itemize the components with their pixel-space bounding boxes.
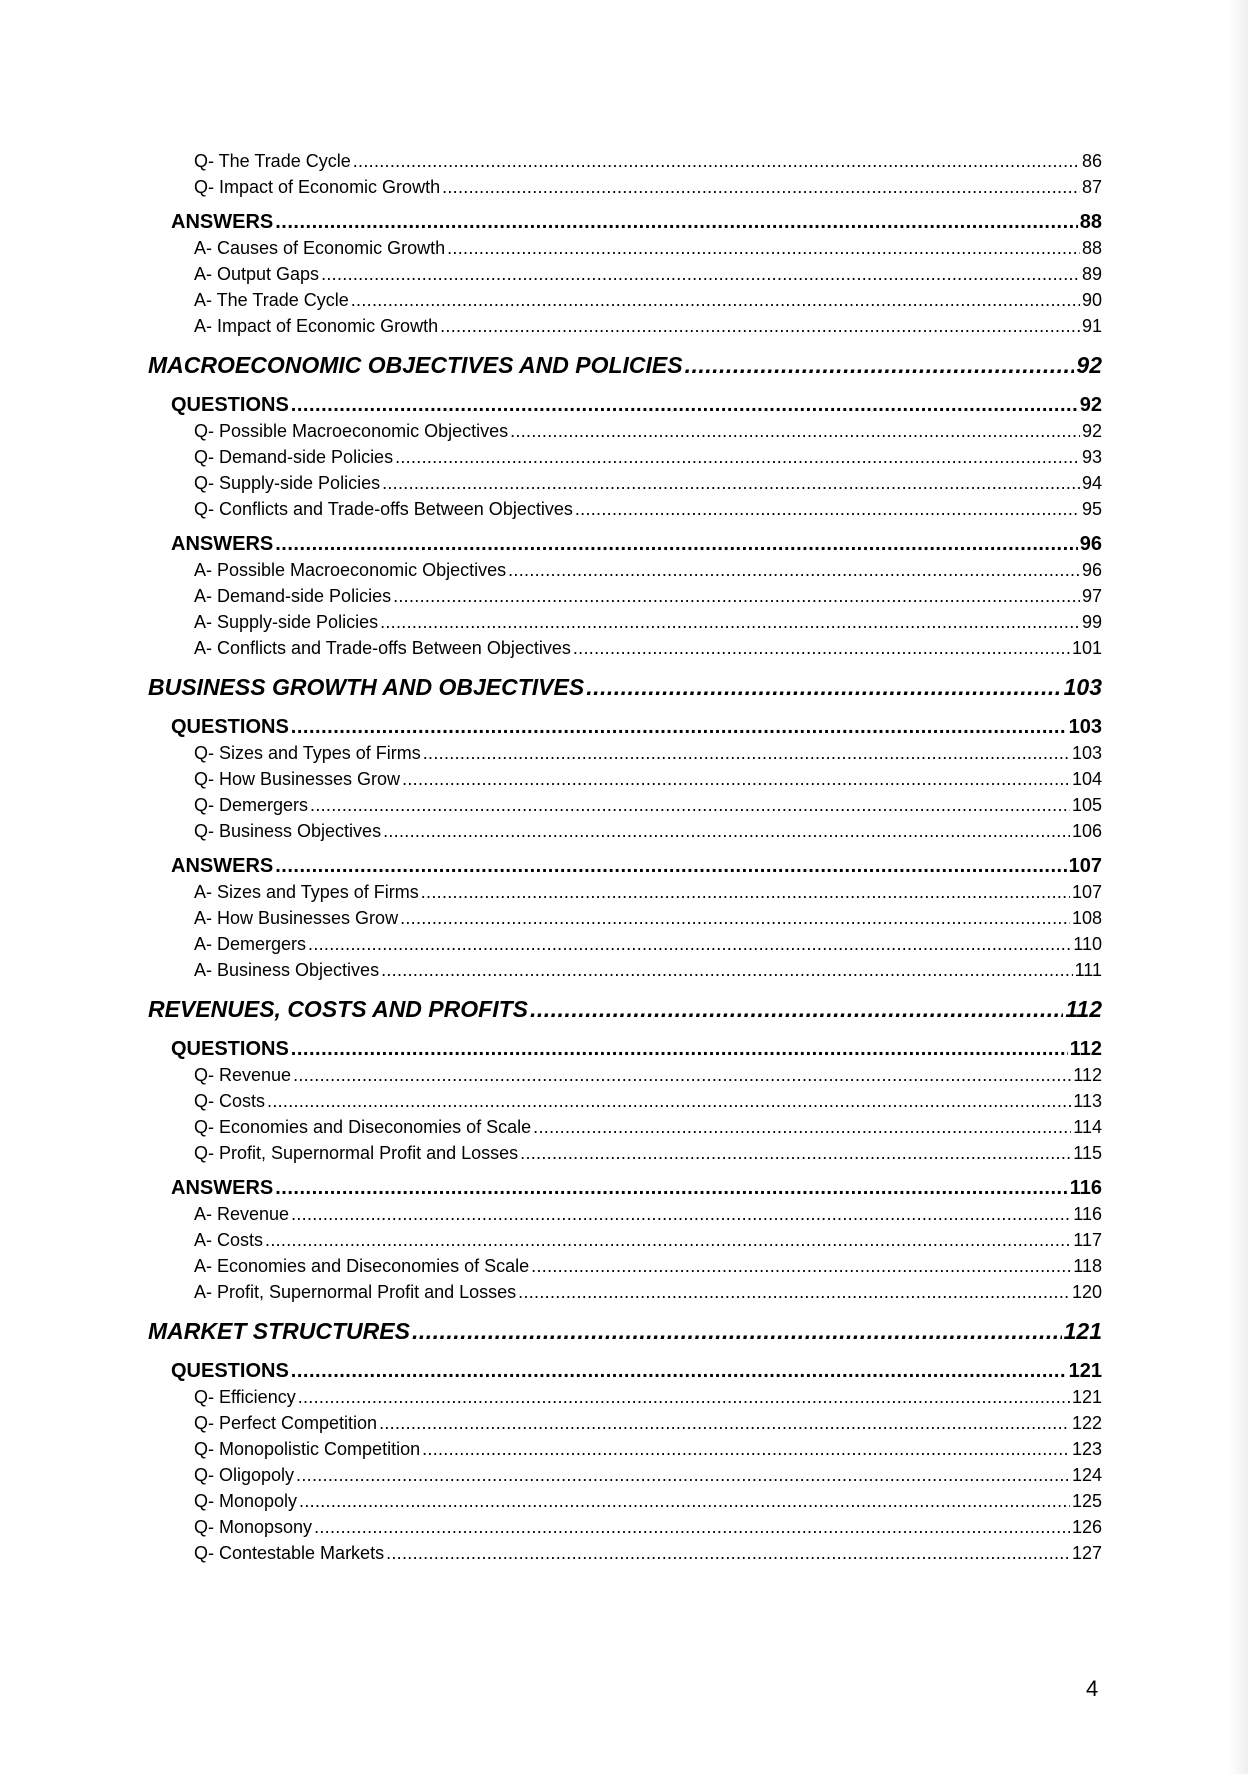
toc-item-row[interactable] (148, 612, 1102, 638)
toc-section-row[interactable] (148, 394, 1102, 421)
toc-entry-page-number: 107 (1068, 855, 1102, 877)
toc-item-row[interactable] (148, 473, 1102, 499)
toc-entry-title: Q- Revenue (194, 1065, 292, 1085)
toc-entry-title: A- Conflicts and Trade-offs Between Objectives (194, 638, 571, 658)
dot-leader (518, 1282, 1070, 1303)
toc-chapter-row[interactable] (148, 666, 1102, 708)
toc-entry-title: ANSWERS (171, 533, 274, 555)
dot-leader (265, 1230, 1071, 1251)
toc-entry-page-number: 121 (1063, 1317, 1102, 1344)
toc-entry-page-number: 93 (1081, 447, 1102, 467)
toc-item-row[interactable] (148, 769, 1102, 795)
dot-leader (383, 821, 1070, 842)
toc-entry-title: Q- The Trade Cycle (194, 151, 351, 171)
dot-leader (531, 1256, 1071, 1277)
toc-entry-page-number: 107 (1071, 882, 1102, 902)
toc-entry-title: QUESTIONS (171, 716, 289, 738)
dot-leader (321, 264, 1080, 285)
dot-leader (314, 1517, 1070, 1538)
toc-entry-page-number: 121 (1068, 1360, 1102, 1382)
toc-entry-page-number: 105 (1071, 795, 1102, 815)
dot-leader (533, 1117, 1071, 1138)
toc-entry-page-number: 116 (1069, 1177, 1102, 1199)
dot-leader (291, 716, 1067, 739)
toc-entry-page-number: 123 (1071, 1439, 1102, 1459)
toc-entry-page-number: 101 (1071, 638, 1102, 658)
dot-leader (298, 1387, 1070, 1408)
toc-entry-title: A- Costs (194, 1230, 264, 1250)
dot-leader (293, 1065, 1071, 1086)
toc-entry-page-number: 116 (1073, 1204, 1102, 1224)
toc-item-row[interactable] (148, 934, 1102, 960)
toc-item-row[interactable] (148, 290, 1102, 316)
toc-entry-title: QUESTIONS (171, 1038, 289, 1060)
toc-item-row[interactable] (148, 1117, 1102, 1143)
toc-entry-page-number: 113 (1073, 1091, 1102, 1111)
toc-entry-title: Q- Efficiency (194, 1387, 296, 1407)
toc-item-row[interactable] (148, 882, 1102, 908)
toc-item-row[interactable] (148, 1143, 1102, 1169)
toc-entry-page-number: 96 (1079, 533, 1102, 555)
dot-leader (381, 960, 1073, 981)
toc-entry-title: BUSINESS GROWTH AND OBJECTIVES (148, 673, 585, 700)
toc-entry-title: A- The Trade Cycle (194, 290, 349, 310)
toc-entry-title: MACROECONOMIC OBJECTIVES AND POLICIES (148, 351, 683, 378)
toc-item-row[interactable] (148, 960, 1102, 986)
toc-entry-title: Q- Perfect Competition (194, 1413, 378, 1433)
dot-leader (423, 743, 1070, 764)
toc-entry-page-number: 99 (1081, 612, 1102, 632)
toc-entry-page-number: 121 (1071, 1387, 1102, 1407)
toc-item-row[interactable] (148, 421, 1102, 447)
dot-leader (442, 177, 1080, 198)
toc-entry-title: Q- How Businesses Grow (194, 769, 401, 789)
toc-item-row[interactable] (148, 1517, 1102, 1543)
dot-leader (685, 352, 1075, 379)
toc-entry-title: A- Profit, Supernormal Profit and Losses (194, 1282, 517, 1302)
page-edge-shadow (1228, 0, 1248, 1774)
dot-leader (447, 238, 1080, 259)
dot-leader (291, 1038, 1068, 1061)
toc-entry-page-number: 92 (1079, 394, 1102, 416)
dot-leader (379, 1413, 1070, 1434)
toc-item-row[interactable] (148, 1387, 1102, 1413)
toc-entry-page-number: 122 (1071, 1413, 1102, 1433)
toc-item-row[interactable] (148, 1439, 1102, 1465)
toc-item-row[interactable] (148, 151, 1102, 177)
toc-entry-page-number: 112 (1073, 1065, 1102, 1085)
toc-entry-page-number: 112 (1065, 995, 1102, 1022)
dot-leader (412, 1318, 1062, 1345)
dot-leader (291, 1204, 1071, 1225)
toc-section-row[interactable] (148, 855, 1102, 882)
toc-item-row[interactable] (148, 316, 1102, 342)
toc-item-row[interactable] (148, 1282, 1102, 1308)
toc-entry-page-number: 92 (1076, 351, 1102, 378)
dot-leader (296, 1465, 1070, 1486)
toc-chapter-row[interactable] (148, 1310, 1102, 1352)
toc-entry-page-number: 92 (1081, 421, 1102, 441)
dot-leader (291, 1360, 1067, 1383)
toc-entry-title: QUESTIONS (171, 394, 289, 416)
toc-section-row[interactable] (148, 716, 1102, 743)
dot-leader (386, 1543, 1070, 1564)
toc-entry-page-number: 120 (1071, 1282, 1102, 1302)
page-number: 4 (1086, 1676, 1099, 1701)
dot-leader (382, 473, 1080, 494)
toc-item-row[interactable] (148, 1230, 1102, 1256)
toc-item-row[interactable] (148, 1091, 1102, 1117)
toc-item-row[interactable] (148, 638, 1102, 664)
toc-section-row[interactable] (148, 533, 1102, 560)
toc-entry-page-number: 89 (1081, 264, 1102, 284)
toc-entry-page-number: 108 (1071, 908, 1102, 928)
toc-entry-title: Q- Monopoly (194, 1491, 298, 1511)
dot-leader (510, 421, 1080, 442)
toc-item-row[interactable] (148, 499, 1102, 525)
dot-leader (520, 1143, 1071, 1164)
toc-entry-title: Q- Monopsony (194, 1517, 313, 1537)
toc-entry-title: Q- Profit, Supernormal Profit and Losses (194, 1143, 519, 1163)
toc-entry-page-number: 112 (1069, 1038, 1102, 1060)
toc-entry-page-number: 125 (1071, 1491, 1102, 1511)
toc-item-row[interactable] (148, 586, 1102, 612)
toc-entry-page-number: 117 (1073, 1230, 1102, 1250)
toc-entry-page-number: 87 (1081, 177, 1102, 197)
dot-leader (299, 1491, 1070, 1512)
toc-entry-title: Q- Possible Macroeconomic Objectives (194, 421, 509, 441)
toc-entry-page-number: 103 (1063, 673, 1102, 700)
toc-item-row[interactable] (148, 447, 1102, 473)
dot-leader (291, 394, 1078, 417)
dot-leader (380, 612, 1080, 633)
toc-section-row[interactable] (148, 1038, 1102, 1065)
toc-entry-page-number: 96 (1081, 560, 1102, 580)
toc-entry-title: Q- Demergers (194, 795, 309, 815)
dot-leader (530, 996, 1063, 1023)
toc-item-row[interactable] (148, 1065, 1102, 1091)
dot-leader (310, 795, 1070, 816)
toc-entry-title: ANSWERS (171, 1177, 274, 1199)
toc-entry-page-number: 124 (1071, 1465, 1102, 1485)
toc-entry-page-number: 110 (1073, 934, 1102, 954)
toc-entry-page-number: 114 (1073, 1117, 1102, 1137)
dot-leader (275, 855, 1066, 878)
dot-leader (393, 586, 1080, 607)
toc-entry-page-number: 90 (1081, 290, 1102, 310)
toc-entry-title: Q- Conflicts and Trade-offs Between Objectives (194, 499, 573, 519)
toc-entry-title: ANSWERS (171, 855, 274, 877)
dot-leader (402, 769, 1070, 790)
toc-entry-page-number: 118 (1073, 1256, 1102, 1276)
toc-entry-page-number: 88 (1079, 211, 1102, 233)
toc-item-row[interactable] (148, 238, 1102, 264)
dot-leader (508, 560, 1080, 581)
dot-leader (275, 533, 1078, 556)
toc-entry-page-number: 94 (1081, 473, 1102, 493)
toc-entry-page-number: 103 (1071, 743, 1102, 763)
toc-item-row[interactable] (148, 795, 1102, 821)
toc-item-row[interactable] (148, 264, 1102, 290)
toc-entry-title: Q- Supply-side Policies (194, 473, 381, 493)
toc-entry-page-number: 127 (1071, 1543, 1102, 1563)
dot-leader (586, 674, 1061, 701)
toc-entry-page-number: 126 (1071, 1517, 1102, 1537)
toc-entry-title: Q- Demand-side Policies (194, 447, 394, 467)
toc-entry-page-number: 106 (1071, 821, 1102, 841)
toc-entry-title: A- Business Objectives (194, 960, 380, 980)
dot-leader (421, 882, 1070, 903)
dot-leader (308, 934, 1071, 955)
dot-leader (400, 908, 1070, 929)
toc-entry-page-number: 86 (1081, 151, 1102, 171)
toc-entry-title: A- Revenue (194, 1204, 290, 1224)
toc-entry-title: A- Possible Macroeconomic Objectives (194, 560, 507, 580)
dot-leader (395, 447, 1080, 468)
toc-item-row[interactable] (148, 743, 1102, 769)
toc-item-row[interactable] (148, 1204, 1102, 1230)
dot-leader (267, 1091, 1071, 1112)
toc-entry-title: Q- Impact of Economic Growth (194, 177, 441, 197)
toc-item-row[interactable] (148, 560, 1102, 586)
toc-entry-page-number: 104 (1071, 769, 1102, 789)
toc-entry-title: Q- Sizes and Types of Firms (194, 743, 421, 763)
dot-leader (353, 151, 1080, 172)
toc-entry-title: QUESTIONS (171, 1360, 289, 1382)
toc-entry-title: A- Sizes and Types of Firms (194, 882, 419, 902)
dot-leader (573, 638, 1070, 659)
toc-entry-title: A- Impact of Economic Growth (194, 316, 439, 336)
toc-item-row[interactable] (148, 1465, 1102, 1491)
toc-item-row[interactable] (148, 908, 1102, 934)
toc-entry-title: Q- Costs (194, 1091, 266, 1111)
dot-leader (422, 1439, 1070, 1460)
toc-entry-page-number: 97 (1081, 586, 1102, 606)
toc-entry-title: A- Demergers (194, 934, 307, 954)
toc-item-row[interactable] (148, 821, 1102, 847)
toc-entry-page-number: 115 (1073, 1143, 1102, 1163)
dot-leader (351, 290, 1080, 311)
toc-section-row[interactable] (148, 1360, 1102, 1387)
toc-entry-title: A- Demand-side Policies (194, 586, 392, 606)
toc-section-row[interactable] (148, 1177, 1102, 1204)
toc-entry-title: Q- Contestable Markets (194, 1543, 385, 1563)
toc-item-row[interactable] (148, 1256, 1102, 1282)
toc-entry-page-number: 103 (1068, 716, 1102, 738)
toc-item-row[interactable] (148, 1543, 1102, 1569)
toc-item-row[interactable] (148, 1413, 1102, 1439)
toc-entry-page-number: 91 (1081, 316, 1102, 336)
toc-entry-title: A- Causes of Economic Growth (194, 238, 446, 258)
toc-entry-title: A- Economies and Diseconomies of Scale (194, 1256, 530, 1276)
toc-item-row[interactable] (148, 1491, 1102, 1517)
toc-entry-title: Q- Business Objectives (194, 821, 382, 841)
toc-entry-title: A- Output Gaps (194, 264, 320, 284)
dot-leader (275, 211, 1078, 234)
toc-section-row[interactable] (148, 211, 1102, 238)
toc-entry-title: A- How Businesses Grow (194, 908, 399, 928)
toc-entry-page-number: 88 (1081, 238, 1102, 258)
table-of-contents (148, 151, 1102, 1569)
toc-item-row[interactable] (148, 177, 1102, 203)
toc-chapter-row[interactable] (148, 988, 1102, 1030)
toc-entry-title: A- Supply-side Policies (194, 612, 379, 632)
toc-entry-title: REVENUES, COSTS AND PROFITS (148, 995, 528, 1022)
dot-leader (440, 316, 1080, 337)
dot-leader (275, 1177, 1068, 1200)
toc-entry-title: Q- Economies and Diseconomies of Scale (194, 1117, 532, 1137)
toc-entry-page-number: 95 (1081, 499, 1102, 519)
dot-leader (575, 499, 1080, 520)
toc-entry-page-number: 111 (1074, 960, 1102, 980)
toc-entry-title: Q- Monopolistic Competition (194, 1439, 421, 1459)
toc-entry-title: MARKET STRUCTURES (148, 1317, 410, 1344)
toc-entry-title: Q- Oligopoly (194, 1465, 295, 1485)
toc-entry-title: ANSWERS (171, 211, 274, 233)
toc-chapter-row[interactable] (148, 344, 1102, 386)
